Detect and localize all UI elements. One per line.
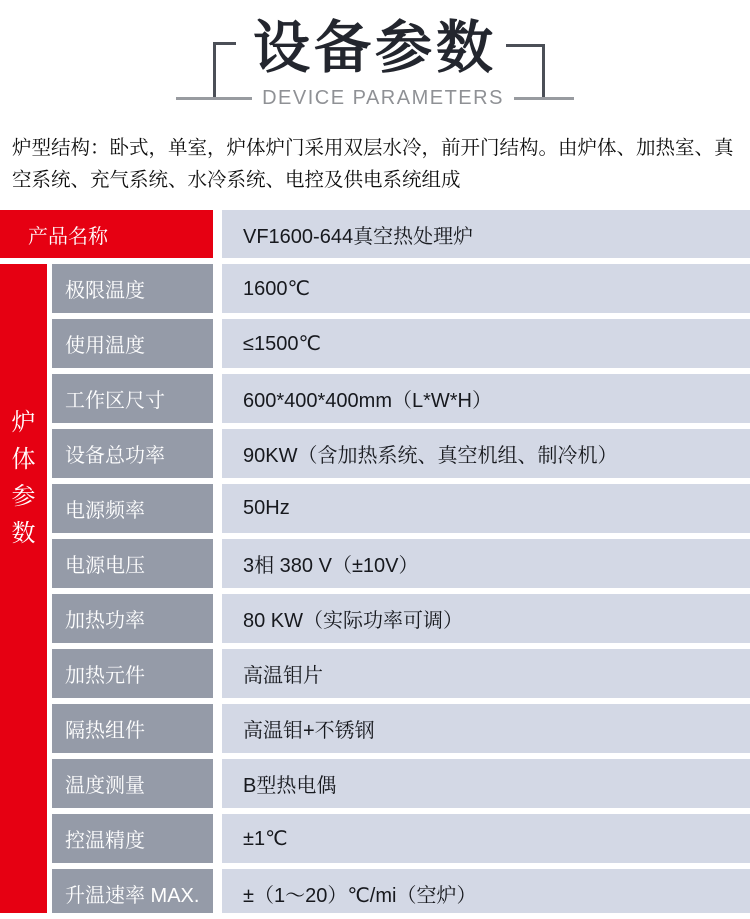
subtitle-line-left: [176, 97, 252, 100]
product-name-value: VF1600-644真空热处理炉: [222, 210, 750, 258]
spec-label: 工作区尺寸: [52, 374, 213, 423]
spec-label: 控温精度: [52, 814, 213, 863]
table-body: [0, 264, 750, 913]
page-title: 设备参数: [253, 16, 497, 80]
product-name-label: 产品名称: [0, 210, 213, 258]
spec-row-heating-power: [52, 594, 750, 643]
subtitle-line-right: [514, 97, 574, 100]
spec-row-power-voltage: [52, 539, 750, 588]
spec-label: 加热元件: [52, 649, 213, 698]
spec-value: 1600℃: [222, 264, 750, 313]
spec-value: ±（1～20）℃/mi（空炉）: [222, 869, 750, 913]
spec-row-temperature-measurement: [52, 759, 750, 808]
spec-label: 加热功率: [52, 594, 213, 643]
spec-label: 电源电压: [52, 539, 213, 588]
spec-label: 隔热组件: [52, 704, 213, 753]
group-label-char: 参: [11, 483, 36, 510]
spec-rows: [52, 264, 750, 913]
spec-row-power-frequency: [52, 484, 750, 533]
group-label-char: 体: [11, 446, 36, 473]
spec-label: 使用温度: [52, 319, 213, 368]
spec-value: ±1℃: [222, 814, 750, 863]
spec-row-heating-rate: [52, 869, 750, 913]
group-label-strip: [0, 264, 47, 913]
group-label-vertical-text: [0, 404, 47, 552]
spec-label: 电源频率: [52, 484, 213, 533]
product-name-row: [0, 210, 750, 258]
spec-row-control-accuracy: [52, 814, 750, 863]
spec-value: 3相 380 V（±10V）: [222, 539, 750, 588]
page-subtitle: DEVICE PARAMETERS: [262, 86, 504, 109]
spec-row-insulation: [52, 704, 750, 753]
spec-label: 极限温度: [52, 264, 213, 313]
spec-table: [0, 210, 750, 913]
spec-label: 设备总功率: [52, 429, 213, 478]
subtitle-row: [0, 85, 750, 111]
spec-row-total-power: [52, 429, 750, 478]
spec-value: B型热电偶: [222, 759, 750, 808]
spec-value: 高温钼+不锈钢: [222, 704, 750, 753]
spec-label: 升温速率 MAX.: [52, 869, 213, 913]
spec-value: 90KW（含加热系统、真空机组、制冷机）: [222, 429, 750, 478]
spec-value: 高温钼片: [222, 649, 750, 698]
spec-row-working-temperature: [52, 319, 750, 368]
furnace-structure-description: 炉型结构：卧式，单室，炉体炉门采用双层水冷，前开门结构。由炉体、加热室、真空系统、充气系统、水冷系统、电控及供电系统组成: [12, 137, 734, 191]
spec-label: 温度测量: [52, 759, 213, 808]
spec-value: 600*400*400mm（L*W*H）: [222, 374, 750, 423]
spec-value: 80 KW（实际功率可调）: [222, 594, 750, 643]
spec-row-heating-element: [52, 649, 750, 698]
group-label-char: 炉: [11, 409, 36, 436]
spec-row-work-zone-size: [52, 374, 750, 423]
spec-row-limit-temperature: [52, 264, 750, 313]
group-label-char: 数: [11, 520, 36, 547]
spec-value: ≤1500℃: [222, 319, 750, 368]
spec-value: 50Hz: [222, 484, 750, 533]
